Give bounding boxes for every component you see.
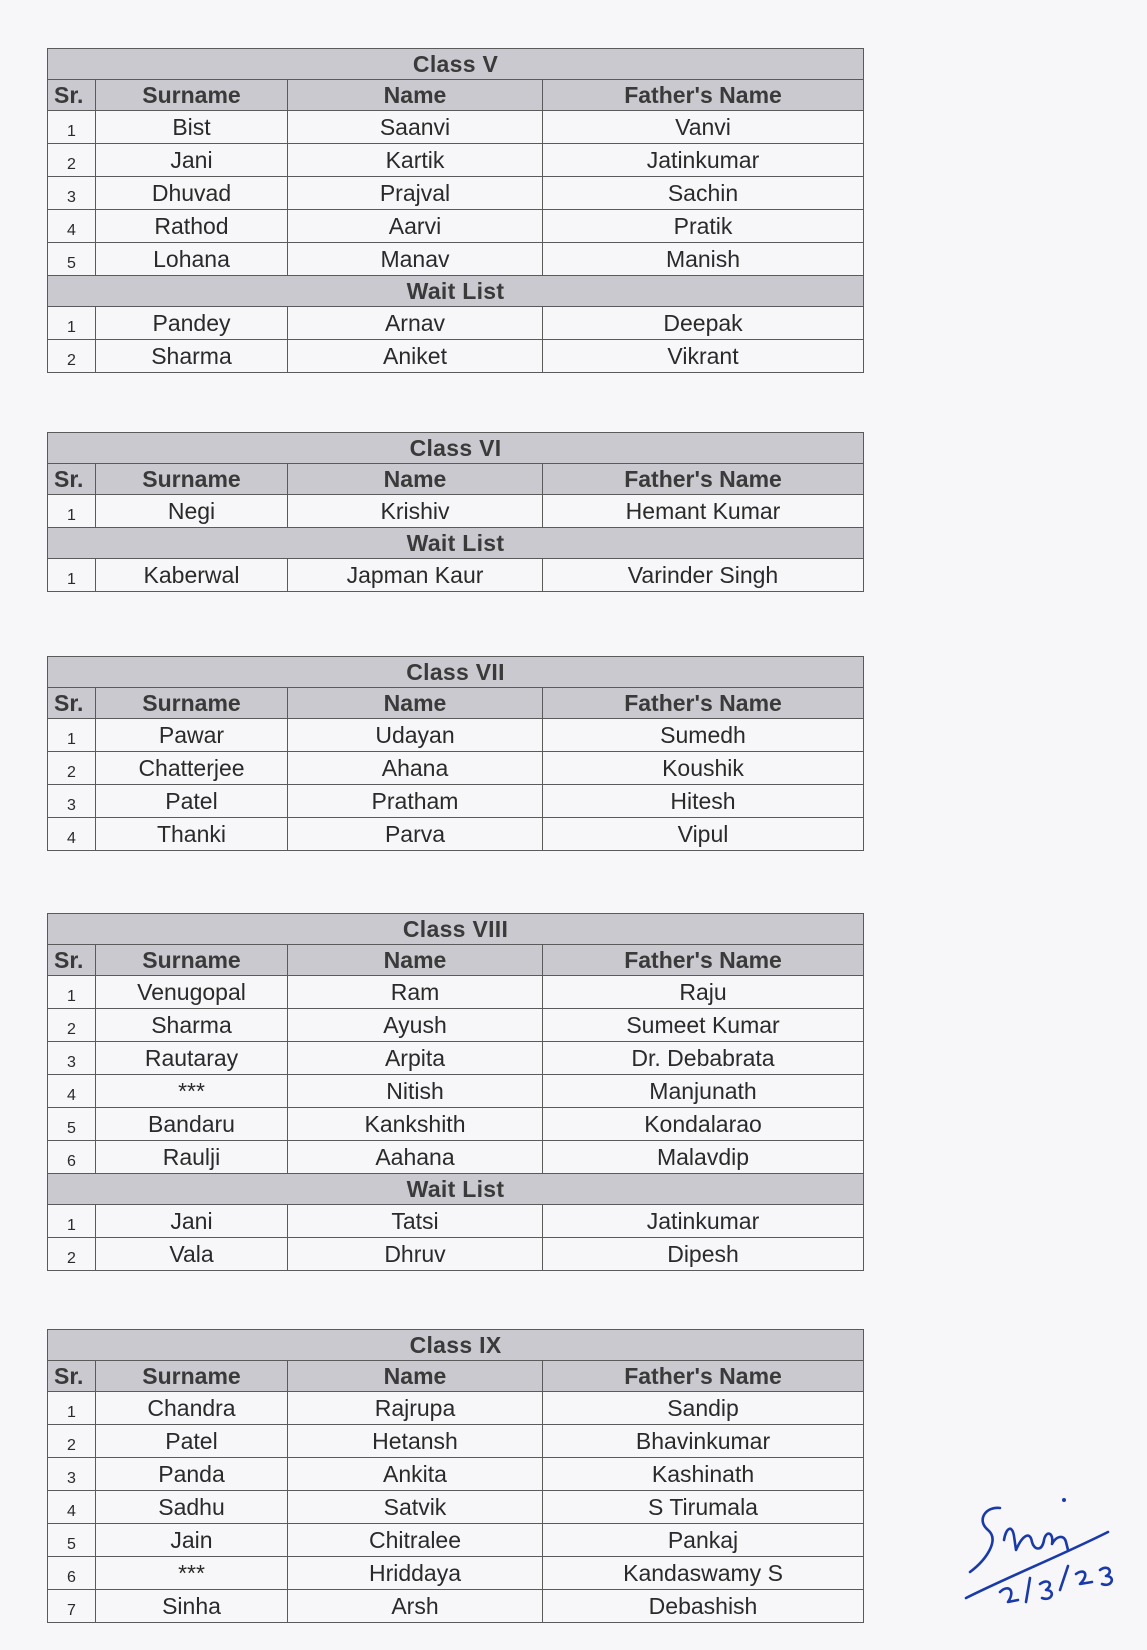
father-name-header: Father's Name: [543, 688, 864, 719]
name-cell: Krishiv: [288, 495, 543, 528]
surname-cell: Jani: [96, 1205, 288, 1238]
father-name-cell: Pankaj: [543, 1524, 864, 1557]
sr-cell: 6: [48, 1557, 96, 1590]
surname-cell: Pawar: [96, 719, 288, 752]
table-row: [48, 1392, 864, 1425]
name-cell: Hetansh: [288, 1425, 543, 1458]
class-table: [47, 1329, 864, 1623]
name-cell: Arnav: [288, 307, 543, 340]
table-row: [48, 976, 864, 1009]
table-row: [48, 1458, 864, 1491]
name-cell: Aniket: [288, 340, 543, 373]
signature-date-stroke: [1000, 1566, 1112, 1602]
name-cell: Arpita: [288, 1042, 543, 1075]
name-cell: Tatsi: [288, 1205, 543, 1238]
table-row: [48, 1491, 864, 1524]
wait-list-row: [48, 1238, 864, 1271]
sr-header: Sr.: [48, 688, 96, 719]
signature-underline: [966, 1532, 1108, 1598]
father-name-cell: Vanvi: [543, 111, 864, 144]
signature-dot: [1062, 1498, 1066, 1502]
sr-cell: 1: [48, 559, 96, 592]
surname-cell: Thanki: [96, 818, 288, 851]
sr-cell: 4: [48, 818, 96, 851]
name-cell: Saanvi: [288, 111, 543, 144]
sr-cell: 3: [48, 785, 96, 818]
father-name-header: Father's Name: [543, 945, 864, 976]
father-name-cell: Hitesh: [543, 785, 864, 818]
father-name-cell: Raju: [543, 976, 864, 1009]
name-header: Name: [288, 1361, 543, 1392]
father-name-cell: Pratik: [543, 210, 864, 243]
name-cell: Arsh: [288, 1590, 543, 1623]
sr-cell: 1: [48, 495, 96, 528]
sr-cell: 2: [48, 1425, 96, 1458]
table-row: [48, 752, 864, 785]
name-cell: Udayan: [288, 719, 543, 752]
table-row: [48, 785, 864, 818]
name-cell: Manav: [288, 243, 543, 276]
sr-cell: 4: [48, 1491, 96, 1524]
class-title: Class VII: [48, 657, 864, 688]
name-cell: Hriddaya: [288, 1557, 543, 1590]
sr-cell: 3: [48, 1042, 96, 1075]
name-cell: Ram: [288, 976, 543, 1009]
table-row: [48, 1075, 864, 1108]
sr-cell: 3: [48, 1458, 96, 1491]
table-row: [48, 144, 864, 177]
wait-list-row: [48, 307, 864, 340]
name-header: Name: [288, 464, 543, 495]
table-row: [48, 177, 864, 210]
father-name-cell: Dr. Debabrata: [543, 1042, 864, 1075]
surname-cell: Bandaru: [96, 1108, 288, 1141]
surname-cell: Sharma: [96, 340, 288, 373]
surname-cell: Jain: [96, 1524, 288, 1557]
table-row: [48, 1042, 864, 1075]
class-table: [47, 656, 864, 851]
class-title: Class VI: [48, 433, 864, 464]
name-cell: Aarvi: [288, 210, 543, 243]
sr-cell: 1: [48, 307, 96, 340]
signature-name-stroke: [970, 1508, 1068, 1572]
surname-cell: Panda: [96, 1458, 288, 1491]
table-row: [48, 1009, 864, 1042]
wait-list-heading: Wait List: [48, 276, 864, 307]
sr-cell: 1: [48, 1205, 96, 1238]
surname-cell: ***: [96, 1557, 288, 1590]
class-title: Class V: [48, 49, 864, 80]
sr-cell: 4: [48, 210, 96, 243]
surname-cell: ***: [96, 1075, 288, 1108]
sr-header: Sr.: [48, 464, 96, 495]
father-name-cell: Sumedh: [543, 719, 864, 752]
name-cell: Dhruv: [288, 1238, 543, 1271]
name-cell: Prajval: [288, 177, 543, 210]
father-name-header: Father's Name: [543, 80, 864, 111]
sr-header: Sr.: [48, 80, 96, 111]
father-name-cell: Varinder Singh: [543, 559, 864, 592]
father-name-cell: Jatinkumar: [543, 1205, 864, 1238]
sr-cell: 5: [48, 1108, 96, 1141]
father-name-cell: Bhavinkumar: [543, 1425, 864, 1458]
signature: [960, 1480, 1140, 1620]
father-name-cell: Vipul: [543, 818, 864, 851]
surname-cell: Kaberwal: [96, 559, 288, 592]
table-row: [48, 1141, 864, 1174]
surname-cell: Venugopal: [96, 976, 288, 1009]
father-name-cell: Jatinkumar: [543, 144, 864, 177]
class-table: [47, 48, 864, 373]
table-row: [48, 495, 864, 528]
class-table: [47, 913, 864, 1271]
sr-cell: 3: [48, 177, 96, 210]
table-row: [48, 210, 864, 243]
surname-cell: Chandra: [96, 1392, 288, 1425]
father-name-cell: Vikrant: [543, 340, 864, 373]
father-name-header: Father's Name: [543, 464, 864, 495]
father-name-cell: Kashinath: [543, 1458, 864, 1491]
surname-header: Surname: [96, 688, 288, 719]
father-name-cell: Sandip: [543, 1392, 864, 1425]
name-cell: Kartik: [288, 144, 543, 177]
father-name-cell: Kandaswamy S: [543, 1557, 864, 1590]
class-title: Class IX: [48, 1330, 864, 1361]
sr-cell: 2: [48, 1009, 96, 1042]
surname-cell: Patel: [96, 785, 288, 818]
sr-header: Sr.: [48, 1361, 96, 1392]
surname-cell: Bist: [96, 111, 288, 144]
name-cell: Pratham: [288, 785, 543, 818]
surname-cell: Sharma: [96, 1009, 288, 1042]
table-row: [48, 111, 864, 144]
name-cell: Kankshith: [288, 1108, 543, 1141]
table-row: [48, 1557, 864, 1590]
wait-list-row: [48, 559, 864, 592]
table-row: [48, 243, 864, 276]
wait-list-row: [48, 1205, 864, 1238]
sr-cell: 1: [48, 111, 96, 144]
wait-list-heading: Wait List: [48, 528, 864, 559]
wait-list-heading: Wait List: [48, 1174, 864, 1205]
sr-cell: 7: [48, 1590, 96, 1623]
sr-header: Sr.: [48, 945, 96, 976]
name-cell: Japman Kaur: [288, 559, 543, 592]
surname-cell: Chatterjee: [96, 752, 288, 785]
name-cell: Satvik: [288, 1491, 543, 1524]
father-name-cell: Manish: [543, 243, 864, 276]
father-name-cell: Kondalarao: [543, 1108, 864, 1141]
name-cell: Chitralee: [288, 1524, 543, 1557]
table-row: [48, 1590, 864, 1623]
table-row: [48, 818, 864, 851]
surname-cell: Raulji: [96, 1141, 288, 1174]
name-cell: Ahana: [288, 752, 543, 785]
name-cell: Aahana: [288, 1141, 543, 1174]
surname-cell: Patel: [96, 1425, 288, 1458]
sr-cell: 2: [48, 752, 96, 785]
father-name-cell: Deepak: [543, 307, 864, 340]
sr-cell: 2: [48, 144, 96, 177]
name-cell: Nitish: [288, 1075, 543, 1108]
name-header: Name: [288, 688, 543, 719]
surname-cell: Vala: [96, 1238, 288, 1271]
sr-cell: 5: [48, 1524, 96, 1557]
sr-cell: 2: [48, 1238, 96, 1271]
wait-list-row: [48, 340, 864, 373]
name-cell: Ankita: [288, 1458, 543, 1491]
father-name-cell: Koushik: [543, 752, 864, 785]
sr-cell: 1: [48, 976, 96, 1009]
surname-header: Surname: [96, 464, 288, 495]
father-name-header: Father's Name: [543, 1361, 864, 1392]
class-title: Class VIII: [48, 914, 864, 945]
father-name-cell: Malavdip: [543, 1141, 864, 1174]
surname-cell: Rathod: [96, 210, 288, 243]
surname-cell: Lohana: [96, 243, 288, 276]
surname-cell: Pandey: [96, 307, 288, 340]
sr-cell: 5: [48, 243, 96, 276]
table-row: [48, 1524, 864, 1557]
sr-cell: 1: [48, 719, 96, 752]
surname-header: Surname: [96, 80, 288, 111]
father-name-cell: Hemant Kumar: [543, 495, 864, 528]
father-name-cell: Dipesh: [543, 1238, 864, 1271]
name-header: Name: [288, 80, 543, 111]
surname-cell: Dhuvad: [96, 177, 288, 210]
sr-cell: 2: [48, 340, 96, 373]
table-row: [48, 1108, 864, 1141]
surname-cell: Rautaray: [96, 1042, 288, 1075]
table-row: [48, 719, 864, 752]
sr-cell: 1: [48, 1392, 96, 1425]
name-cell: Ayush: [288, 1009, 543, 1042]
table-row: [48, 1425, 864, 1458]
father-name-cell: Debashish: [543, 1590, 864, 1623]
name-cell: Rajrupa: [288, 1392, 543, 1425]
father-name-cell: Sumeet Kumar: [543, 1009, 864, 1042]
name-header: Name: [288, 945, 543, 976]
class-table: [47, 432, 864, 592]
father-name-cell: Sachin: [543, 177, 864, 210]
surname-cell: Sinha: [96, 1590, 288, 1623]
surname-header: Surname: [96, 1361, 288, 1392]
sr-cell: 4: [48, 1075, 96, 1108]
surname-header: Surname: [96, 945, 288, 976]
father-name-cell: Manjunath: [543, 1075, 864, 1108]
surname-cell: Jani: [96, 144, 288, 177]
name-cell: Parva: [288, 818, 543, 851]
surname-cell: Sadhu: [96, 1491, 288, 1524]
sr-cell: 6: [48, 1141, 96, 1174]
surname-cell: Negi: [96, 495, 288, 528]
father-name-cell: S Tirumala: [543, 1491, 864, 1524]
